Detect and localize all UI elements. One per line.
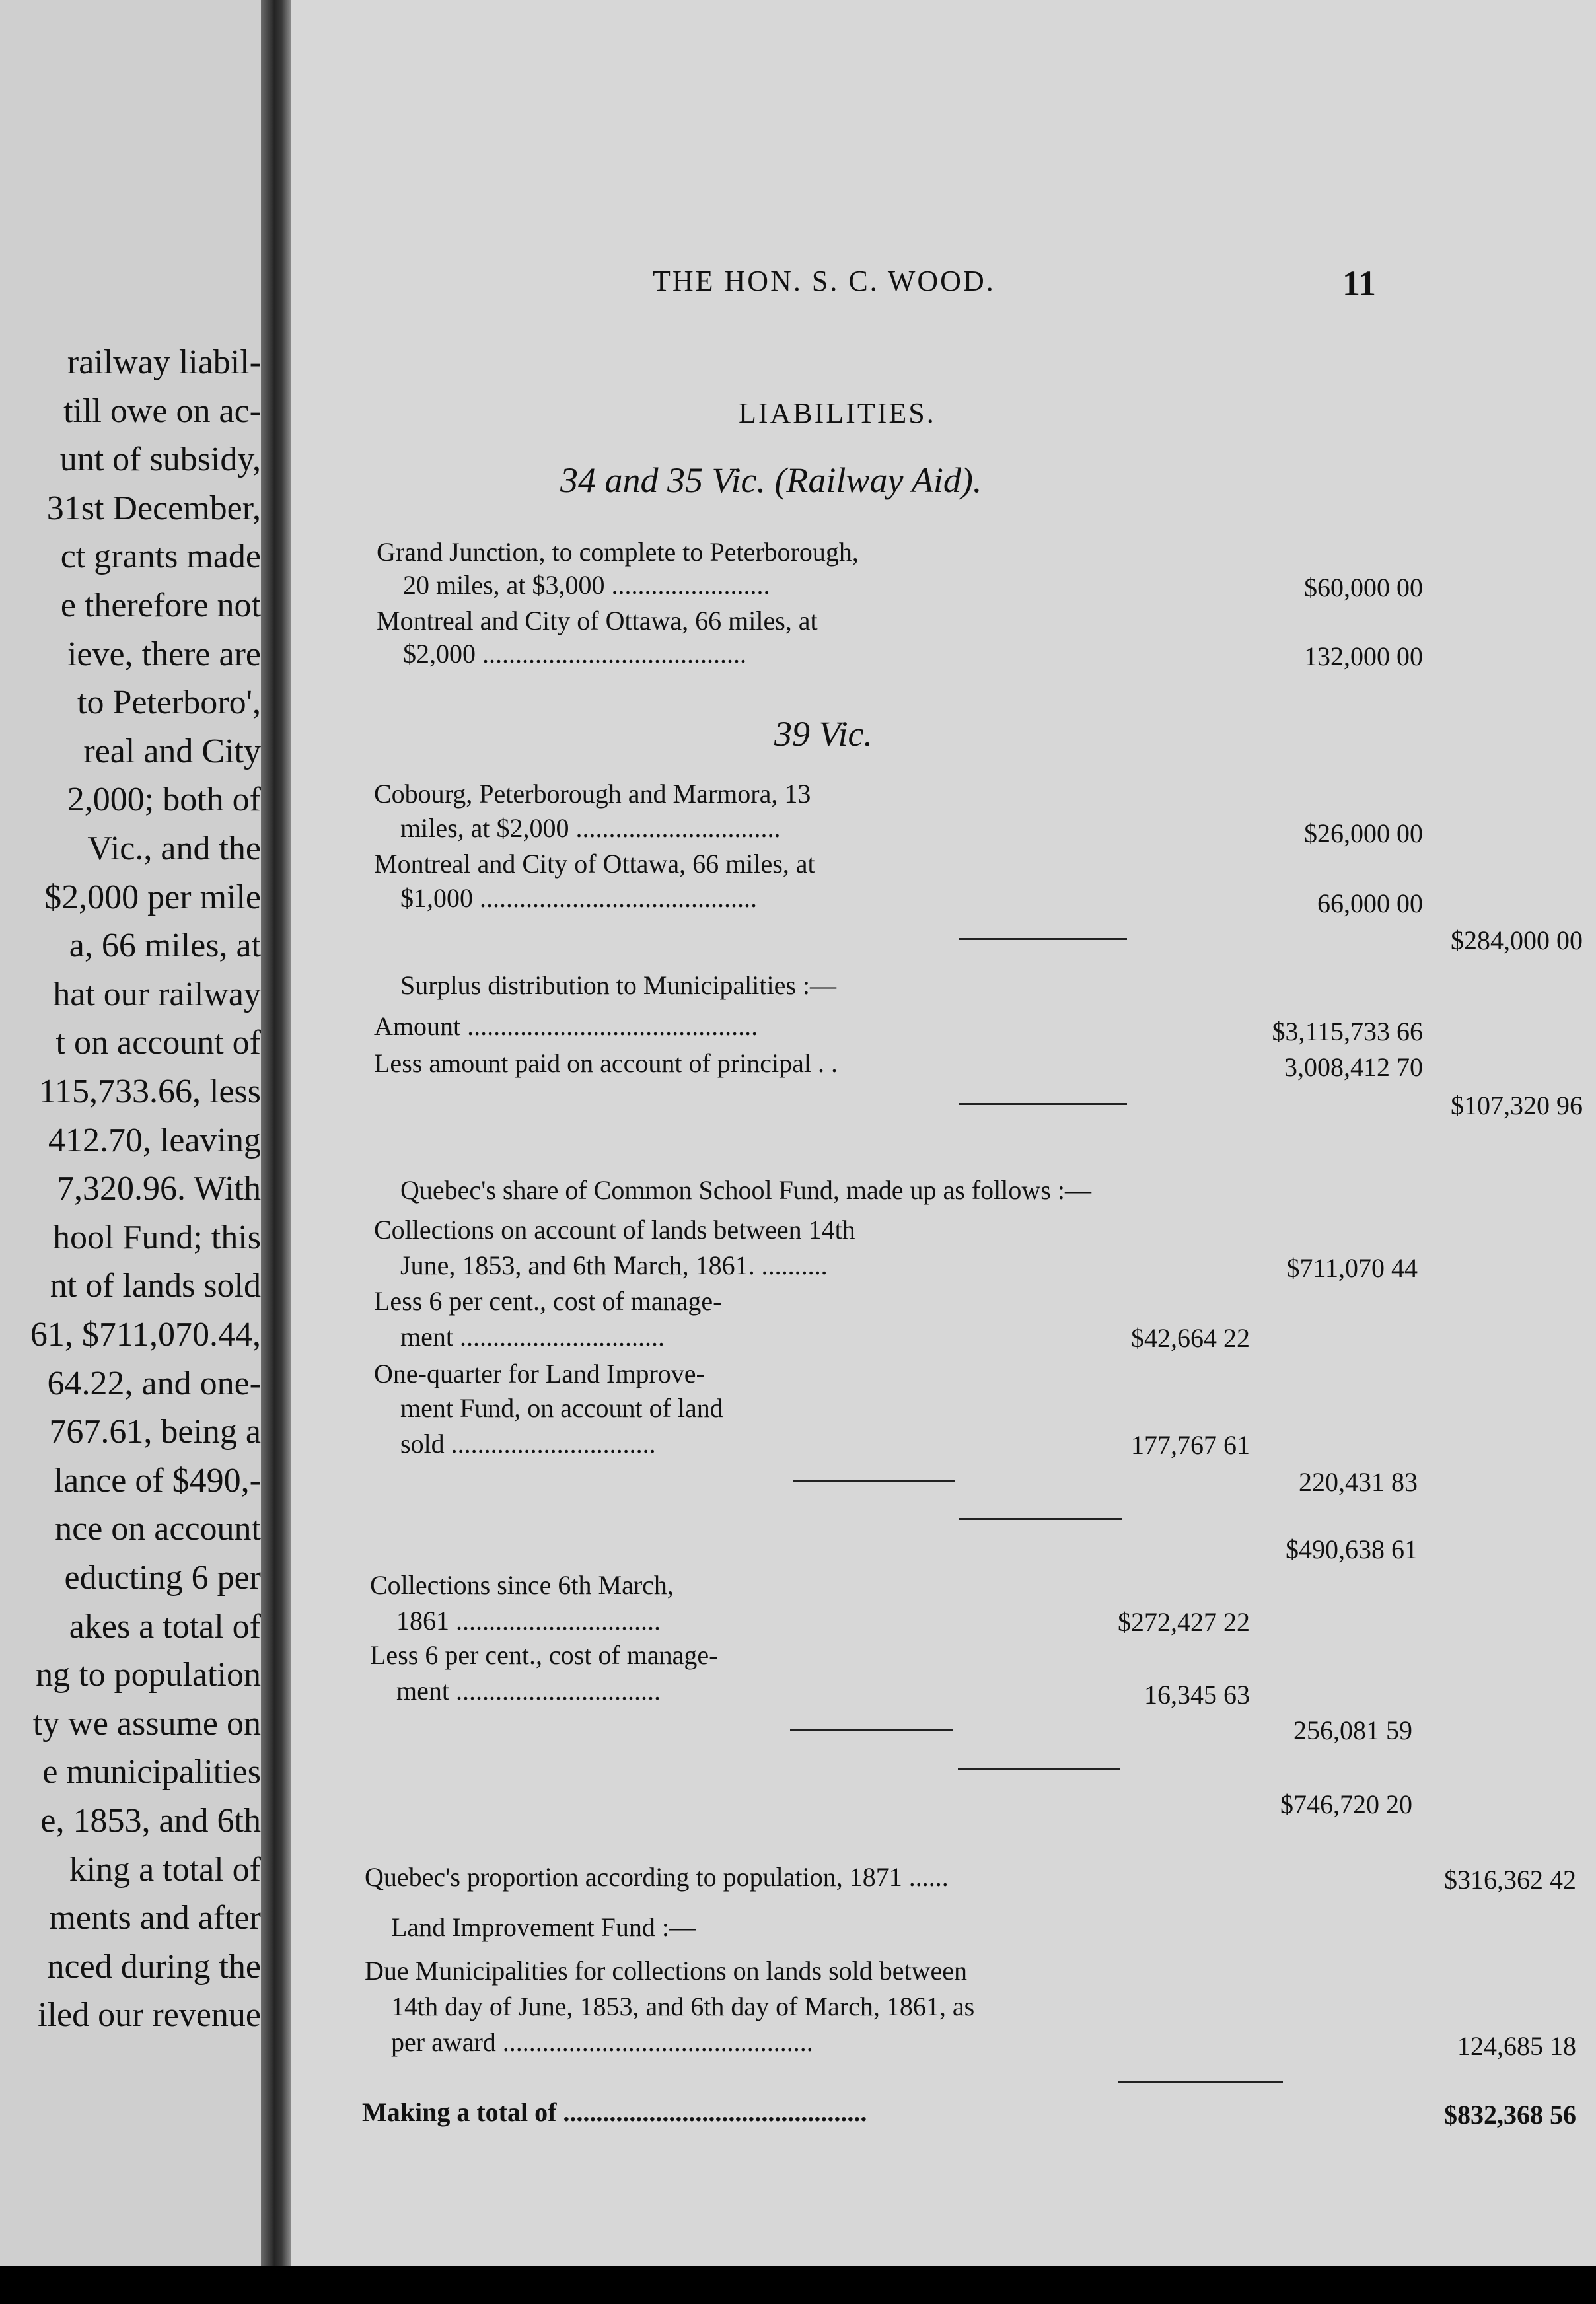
left-page-line: 31st December, — [46, 489, 261, 527]
total-railway-aid: $284,000 00 — [1451, 925, 1583, 955]
amount-less-mgmt1: $42,664 22 — [1131, 1323, 1250, 1353]
surplus-less-label: Less amount paid on account of principal . . — [374, 1048, 838, 1078]
item-montreal-ottawa-1-line2: $2,000 ........................................ — [403, 639, 746, 668]
land-fund-line2: 14th day of June, 1853, and 6th day of March, 1861, as — [391, 1992, 975, 2021]
left-page-line: lance of $490,- — [54, 1461, 261, 1499]
left-page-line: t on account of — [55, 1024, 261, 1062]
surplus-amount-value: $3,115,733 66 — [1272, 1017, 1423, 1046]
less-mgmt2-line1: Less 6 per cent., cost of manage- — [370, 1640, 718, 1670]
left-page-line: real and City — [83, 732, 261, 770]
left-page-line: railway liabil- — [67, 343, 261, 381]
quarter-line1: One-quarter for Land Improve- — [374, 1359, 705, 1388]
land-fund-line3: per award ............................................... — [391, 2027, 813, 2057]
surplus-less-value: 3,008,412 70 — [1284, 1052, 1423, 1082]
amount-grand-junction: $60,000 00 — [1304, 573, 1423, 602]
left-page-line: $2,000 per mile — [44, 878, 261, 916]
amount-collections2: $272,427 22 — [1118, 1607, 1250, 1637]
left-page-line: 61, $711,070.44, — [30, 1316, 261, 1353]
item-grand-junction-line1: Grand Junction, to complete to Peterborough, — [377, 537, 859, 567]
collections1-line1: Collections on account of lands between 14th — [374, 1215, 855, 1244]
left-page-line: 115,733.66, less — [38, 1073, 261, 1110]
proportion-amount: $316,362 42 — [1444, 1865, 1576, 1894]
less-mgmt1-line2: ment ............................... — [400, 1322, 665, 1351]
page-number: 11 — [1342, 264, 1377, 303]
total-deduct1: 220,431 83 — [1299, 1467, 1418, 1497]
item-montreal-ottawa-2-line1: Montreal and City of Ottawa, 66 miles, at — [374, 849, 815, 879]
rule-surplus — [959, 1103, 1127, 1105]
left-page-line: educting 6 per — [64, 1559, 261, 1597]
surplus-heading: Surplus distribution to Municipalities :— — [400, 970, 836, 1000]
rule-deduct2 — [790, 1729, 953, 1731]
left-page-line: till owe on ac- — [63, 392, 261, 430]
land-fund-amount: 124,685 18 — [1457, 2031, 1576, 2061]
left-page-line: e, 1853, and 6th — [40, 1802, 261, 1840]
collections1-line2: June, 1853, and 6th March, 1861. .......... — [400, 1250, 828, 1280]
left-page-line: ty we assume on — [32, 1704, 261, 1743]
right-page — [291, 0, 1596, 2266]
left-page-line: 767.61, being a — [49, 1413, 261, 1451]
left-page-line: 2,000; both of — [67, 781, 261, 819]
scan-border — [0, 2266, 1596, 2304]
left-page-line: ments and after — [49, 1899, 261, 1937]
collections2-line2: 1861 ............................... — [396, 1606, 661, 1636]
less-mgmt2-line2: ment ............................... — [396, 1676, 661, 1706]
rule-section2 — [959, 938, 1127, 940]
amount-quarter: 177,767 61 — [1131, 1430, 1250, 1460]
left-page-line: 412.70, leaving — [48, 1121, 261, 1159]
item-cobourg-line2: miles, at $2,000 ............................... — [400, 813, 781, 843]
left-page-line: unt of subsidy, — [59, 441, 261, 479]
school-fund-heading: Quebec's share of Common School Fund, made up as follows :— — [400, 1175, 1091, 1205]
left-page-line: 7,320.96. With — [57, 1170, 261, 1208]
left-page-line: nced during the — [47, 1947, 261, 1986]
amount-montreal-ottawa-2: 66,000 00 — [1317, 888, 1423, 918]
subtotal1: $490,638 61 — [1286, 1534, 1418, 1564]
grand-total-amount: $832,368 56 — [1444, 2100, 1576, 2130]
rule-subtotal2 — [958, 1768, 1120, 1770]
running-title: THE HON. S. C. WOOD. — [653, 265, 996, 297]
total-surplus: $107,320 96 — [1451, 1091, 1583, 1120]
left-page-line: iled our revenue — [38, 1996, 261, 2034]
left-page-line: king a total of — [69, 1850, 261, 1889]
amount-cobourg: $26,000 00 — [1304, 818, 1423, 848]
item-grand-junction-line2: 20 miles, at $3,000 ........................ — [403, 570, 770, 600]
left-page-line: 64.22, and one- — [47, 1364, 261, 1402]
left-page-line: hat our railway — [53, 975, 261, 1013]
rule-grand-total — [1118, 2081, 1283, 2083]
amount-collections1: $711,070 44 — [1286, 1253, 1418, 1283]
land-fund-heading: Land Improvement Fund :— — [391, 1912, 696, 1942]
item-montreal-ottawa-2-line2: $1,000 .......................................... — [400, 883, 757, 913]
amount-less-mgmt2: 16,345 63 — [1144, 1680, 1250, 1710]
left-page-line: ieve, there are — [67, 635, 261, 673]
land-fund-line1: Due Municipalities for collections on lands sold between — [365, 1956, 968, 1986]
left-page-line: e municipalities — [42, 1753, 261, 1791]
left-page-line: a, 66 miles, at — [69, 927, 261, 965]
rule-subtotal1 — [959, 1518, 1122, 1520]
quarter-line3: sold ............................... — [400, 1429, 656, 1458]
section1-heading: 34 and 35 Vic. (Railway Aid). — [560, 460, 982, 500]
left-page-line: to Peterboro', — [77, 684, 261, 722]
item-montreal-ottawa-1-line1: Montreal and City of Ottawa, 66 miles, at — [377, 606, 818, 635]
proportion-label: Quebec's proportion according to population, 1871 ...... — [365, 1862, 949, 1892]
collections2-line1: Collections since 6th March, — [370, 1570, 674, 1600]
rule-deduct1 — [793, 1480, 955, 1482]
total-deduct2: 256,081 59 — [1293, 1715, 1412, 1745]
left-page — [0, 0, 261, 2266]
left-page-line: nce on account — [55, 1510, 261, 1548]
book-gutter — [261, 0, 291, 2266]
left-page-line: ct grants made — [60, 538, 261, 576]
surplus-amount-label: Amount ............................................ — [374, 1011, 758, 1041]
subtotal2: $746,720 20 — [1280, 1789, 1412, 1819]
liabilities-title: LIABILITIES. — [739, 397, 936, 429]
left-page-line: ng to population — [36, 1656, 261, 1694]
section2-heading: 39 Vic. — [774, 714, 873, 754]
quarter-line2: ment Fund, on account of land — [400, 1393, 723, 1423]
item-cobourg-line1: Cobourg, Peterborough and Marmora, 13 — [374, 779, 811, 809]
left-page-line: akes a total of — [69, 1607, 261, 1645]
left-page-line: nt of lands sold — [50, 1267, 261, 1305]
less-mgmt1-line1: Less 6 per cent., cost of manage- — [374, 1286, 722, 1316]
grand-total-label: Making a total of .............................................. — [362, 2097, 867, 2127]
left-page-line: e therefore not — [60, 587, 261, 624]
left-page-line: Vic., and the — [87, 830, 261, 867]
amount-montreal-ottawa-1: 132,000 00 — [1304, 641, 1423, 671]
left-page-line: hool Fund; this — [53, 1218, 261, 1256]
